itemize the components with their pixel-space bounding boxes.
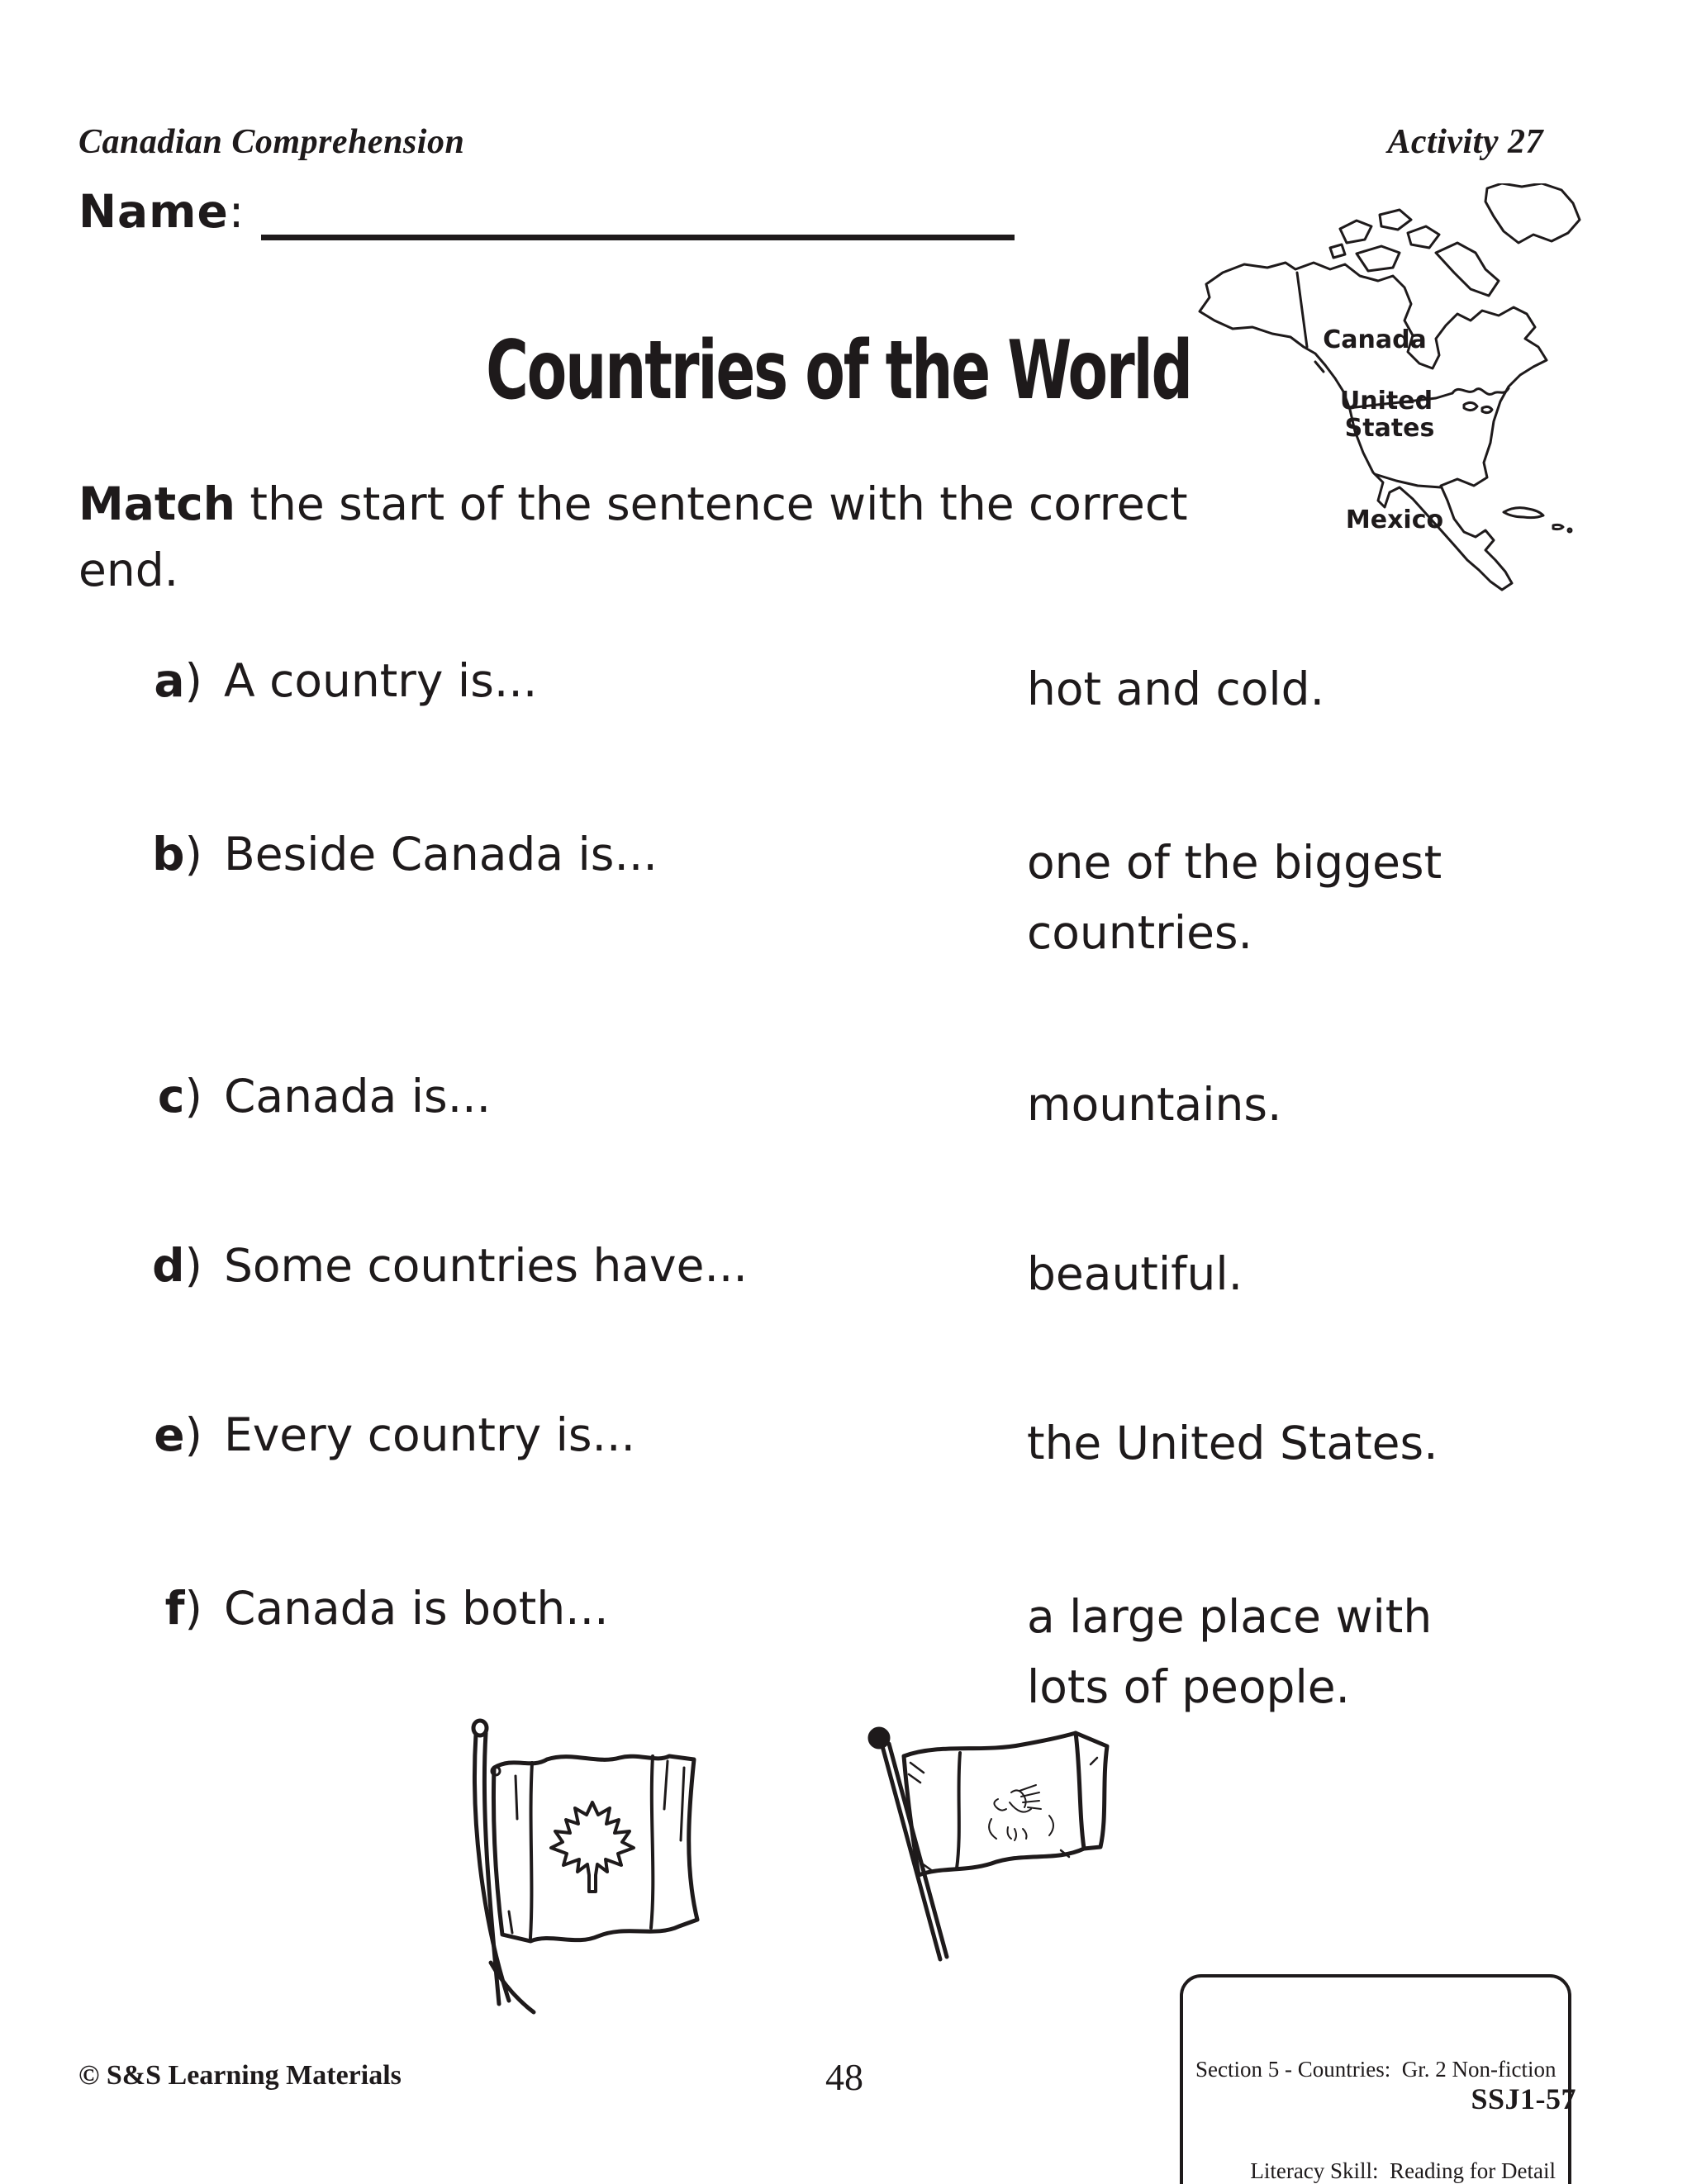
item-start-text: Some countries have... [224,1239,748,1292]
instructions [78,471,1188,603]
document-code: SSJ1-57 [1471,2082,1576,2115]
series-title: Canadian Comprehension [78,123,465,161]
item-start-text: Canada is both... [224,1582,609,1635]
footer-section-line2: Literacy Skill: Reading for Detail [1250,2158,1556,2183]
item-end-text: mountains. [1027,1078,1282,1131]
copyright-text: © S&S Learning Materials [78,2060,402,2091]
item-letter: b) [152,828,202,881]
item-start-text: A country is... [224,654,538,707]
item-letter: c) [157,1070,202,1123]
name-row [78,185,244,238]
canada-flag-drawing [406,1716,720,2024]
map-label-states: States [1344,414,1435,443]
map-label-mexico: Mexico [1345,506,1444,534]
map-label-united: United [1339,387,1433,415]
item-end-text: beautiful. [1027,1247,1243,1300]
item-letter: d) [152,1239,202,1292]
page-title: Countries of the World [486,324,1191,418]
item-letter: a) [154,654,202,707]
instructions-line2: end. [78,544,179,596]
activity-number: Activity 27 [1387,123,1543,161]
item-start-text: Every country is... [224,1408,635,1461]
name-label: Name [78,185,229,238]
instructions-line1 [78,471,1188,537]
item-end-text: a large place with lots of people. [1027,1590,1433,1713]
item-end-text: the United States. [1027,1417,1438,1469]
footer-section-line1: Section 5 - Countries: Gr. 2 Non-fiction [1195,2057,1557,2082]
item-end-text: hot and cold. [1027,662,1325,715]
item-letter: e) [154,1408,202,1461]
mexico-eagle-emblem [989,1785,1053,1840]
name-blank-line [261,187,1015,240]
item-end-text: one of the biggest countries. [1027,836,1442,959]
instructions-line1-rest: the start of the sentence with the correct [235,477,1188,530]
item-start-text: Beside Canada is... [224,828,658,881]
item-start-text: Canada is... [224,1070,492,1123]
item-letter: f) [164,1582,202,1635]
footer-section-box [1180,1974,1571,2184]
map-label-canada: Canada [1323,325,1427,354]
page-number: 48 [825,2056,863,2098]
instructions-verb: Match [78,477,235,530]
name-colon: : [228,185,245,238]
mexico-flag-drawing [858,1720,1132,1977]
north-america-map [1191,183,1586,596]
